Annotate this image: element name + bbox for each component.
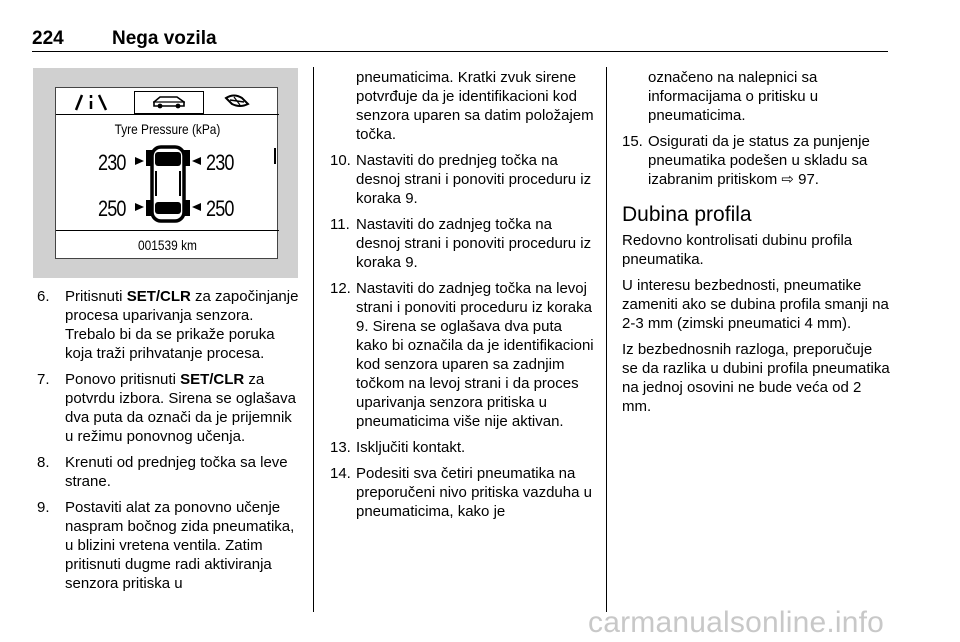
column-divider [606, 67, 607, 612]
pressure-rear-right: 250 [206, 196, 234, 221]
step-15: 15. Osigurati da je status za punjenje pneumatika podešen u skladu sa izabranim pritiskom ⇨ 97. [622, 133, 870, 188]
paragraph: U interesu bezbednosti, pneumatike zameniti ako se dubina profila smanji na 2-3 mm (zimski pneumatici 4 mm). [622, 277, 889, 332]
step-6: 6. Pritisnuti SET/CLR za započinjanje procesa uparivanja senzora. Trebalo bi da se prikaže poruka koja traži prihvatanje procesa. [37, 288, 299, 362]
pressure-rear-left: 250 [98, 196, 126, 221]
scroll-indicator [274, 148, 276, 164]
watermark: carmanualsonline.info [588, 606, 885, 639]
step-14-continued: označeno na nalepnici sa informacijama o pritisku u pneumaticima. [648, 69, 819, 124]
car-topview-diagram [56, 88, 279, 230]
page-title: Nega vozila [112, 28, 217, 49]
pressure-front-left: 230 [98, 150, 126, 175]
display-title: Tyre Pressure (kPa) [114, 121, 221, 137]
column-1 [37, 287, 302, 600]
display-screen [55, 87, 278, 259]
step-7: 7. Ponovo pritisnuti SET/CLR za potvrdu izbora. Sirena se oglašava dva puta da označi da je prijemnik u režimu ponovnog učenja. [37, 371, 296, 445]
column-2 [330, 68, 596, 528]
step-10: 10. Nastaviti do prednjeg točka na desnoj strani i ponoviti proceduru iz koraka 9. [330, 152, 592, 207]
step-11: 11. Nastaviti do zadnjeg točka na desnoj strani i ponoviti proceduru iz koraka 9. [330, 216, 592, 271]
page-number: 224 [32, 28, 64, 49]
display-bottom-bar [56, 230, 279, 260]
column-divider [313, 67, 314, 612]
page-ref-arrow-icon: ⇨ [781, 171, 794, 188]
step-12: 12. Nastaviti do zadnjeg točka na levoj strani i ponoviti proceduru iz koraka 9. Sirena se oglašava dva puta kako bi označila da je identifikacioni kod senzora uparen sa zadnjim točkom na levoj strani i da proces uparivanja senzora pritiska u pneumaticima više nije aktivan. [330, 280, 594, 430]
arrow-right-icon [135, 203, 144, 211]
section-heading: Dubina profila [622, 203, 752, 226]
step-9-continued: pneumaticima. Kratki zvuk sirene potvrđuje da je identifikacioni kod senzora uparen sa datim položajem točka. [356, 69, 594, 143]
tyre-pressure-figure [33, 68, 298, 278]
step-14: 14. Podesiti sva četiri pneumatika na preporučeni nivo pritiska vazduha u pneumaticima, kako je [330, 465, 592, 520]
page-header [32, 22, 888, 52]
arrow-left-icon [192, 157, 201, 165]
step-9: 9. Postaviti alat za ponovno učenje naspram bočnog zida pneumatika, u blizini vretena ventila. Zatim pritisnuti dugme radi aktiviranja senzora pritiska u [37, 499, 295, 592]
paragraph: Iz bezbednosnih razloga, preporučuje se da razlika u dubini profila pneumatika na jednoj osovini ne bude veća od 2 mm. [622, 341, 890, 415]
car-topview-icon [146, 147, 190, 221]
odometer: 001539 km [138, 237, 197, 253]
step-13: 13. Isključiti kontakt. [330, 439, 466, 456]
arrow-right-icon [135, 157, 144, 165]
arrow-left-icon [192, 203, 201, 211]
column-3 [622, 68, 890, 423]
step-8: 8. Krenuti od prednjeg točka sa leve strane. [37, 454, 288, 490]
pressure-front-right: 230 [206, 150, 234, 175]
paragraph: Redovno kontrolisati dubinu profila pneumatika. [622, 232, 853, 268]
